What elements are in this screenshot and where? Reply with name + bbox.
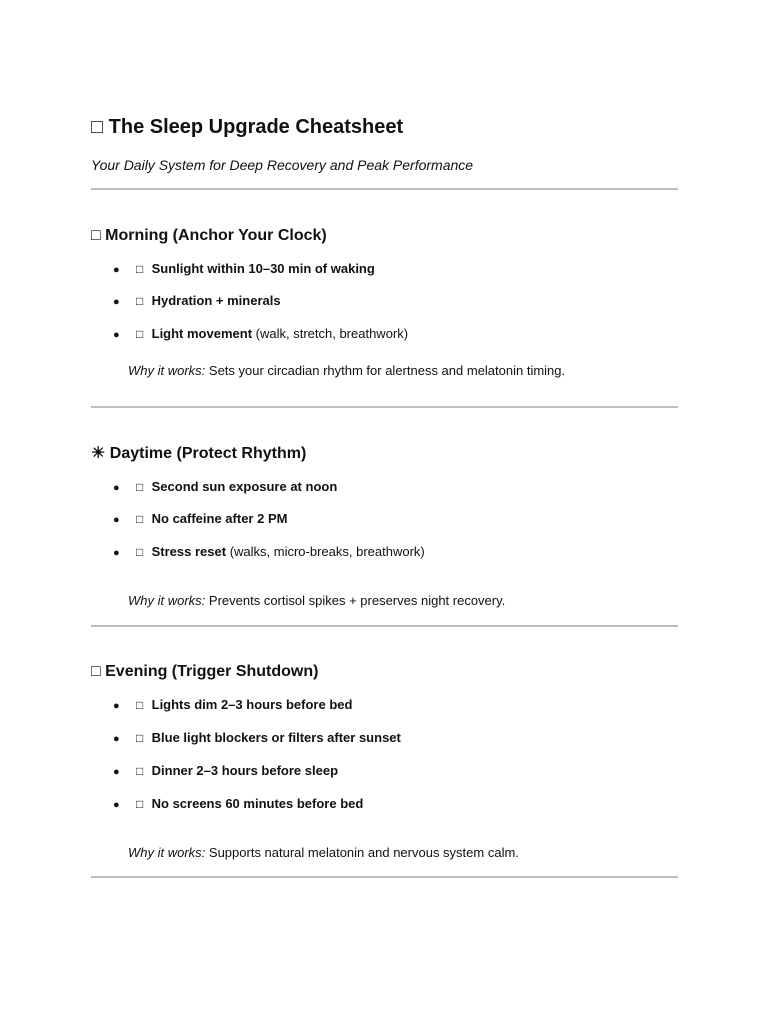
item-icon: □ <box>136 294 144 308</box>
item-icon: □ <box>136 797 144 811</box>
list-item: ● □ Hydration + minerals <box>113 293 281 308</box>
item-icon: □ <box>136 262 144 276</box>
section-heading: □ Evening (Trigger Shutdown) <box>91 663 319 680</box>
divider-rule <box>91 406 678 408</box>
morning-icon: □ <box>91 227 101 244</box>
item-icon: □ <box>136 327 144 341</box>
section-morning <box>91 225 678 378</box>
bullet-icon: ● <box>113 799 120 811</box>
moon-icon: □ <box>91 663 101 680</box>
list-item: ● □ Sunlight within 10–30 min of waking <box>113 261 375 276</box>
section-daytime <box>91 443 678 608</box>
list-item: ● □ No screens 60 minutes before bed <box>113 796 364 811</box>
bullet-icon: ● <box>113 700 120 712</box>
item-icon: □ <box>136 512 144 526</box>
title-icon: □ <box>91 116 104 138</box>
list-item: ● □ Light movement (walk, stretch, breathwork) <box>113 326 409 341</box>
document-subtitle: Your Daily System for Deep Recovery and Peak Performance <box>91 157 474 173</box>
item-icon: □ <box>136 480 144 494</box>
list-item: ● □ No caffeine after 2 PM <box>113 511 288 526</box>
section-heading: ☀ Daytime (Protect Rhythm) <box>91 445 307 462</box>
bullet-icon: ● <box>113 264 120 276</box>
list-item: ● □ Dinner 2–3 hours before sleep <box>113 763 339 778</box>
item-icon: □ <box>136 764 144 778</box>
item-icon: □ <box>136 731 144 745</box>
list-item: ● □ Second sun exposure at noon <box>113 479 338 494</box>
bullet-icon: ● <box>113 766 120 778</box>
document-title <box>91 116 403 139</box>
why-it-works-note: Why it works: Supports natural melatonin and nervous system calm. <box>128 845 519 860</box>
list-item: ● □ Blue light blockers or filters after sunset <box>113 730 401 745</box>
bullet-icon: ● <box>113 296 120 308</box>
bullet-icon: ● <box>113 329 120 341</box>
divider-rule <box>91 188 678 190</box>
bullet-icon: ● <box>113 547 120 559</box>
item-icon: □ <box>136 545 144 559</box>
list-item: ● □ Stress reset (walks, micro-breaks, breathwork) <box>113 544 425 559</box>
bullet-icon: ● <box>113 514 120 526</box>
sun-icon: ☀ <box>91 445 106 462</box>
divider-rule <box>91 876 678 878</box>
divider-rule <box>91 625 678 627</box>
why-it-works-note: Why it works: Sets your circadian rhythm for alertness and melatonin timing. <box>128 363 566 378</box>
title-text: The Sleep Upgrade Cheatsheet <box>108 116 404 138</box>
section-heading: □ Morning (Anchor Your Clock) <box>91 227 327 244</box>
bullet-icon: ● <box>113 482 120 494</box>
item-icon: □ <box>136 698 144 712</box>
why-it-works-note: Why it works: Prevents cortisol spikes + preserves night recovery. <box>128 593 506 608</box>
section-evening <box>91 661 678 860</box>
bullet-icon: ● <box>113 733 120 745</box>
list-item: ● □ Lights dim 2–3 hours before bed <box>113 697 353 712</box>
